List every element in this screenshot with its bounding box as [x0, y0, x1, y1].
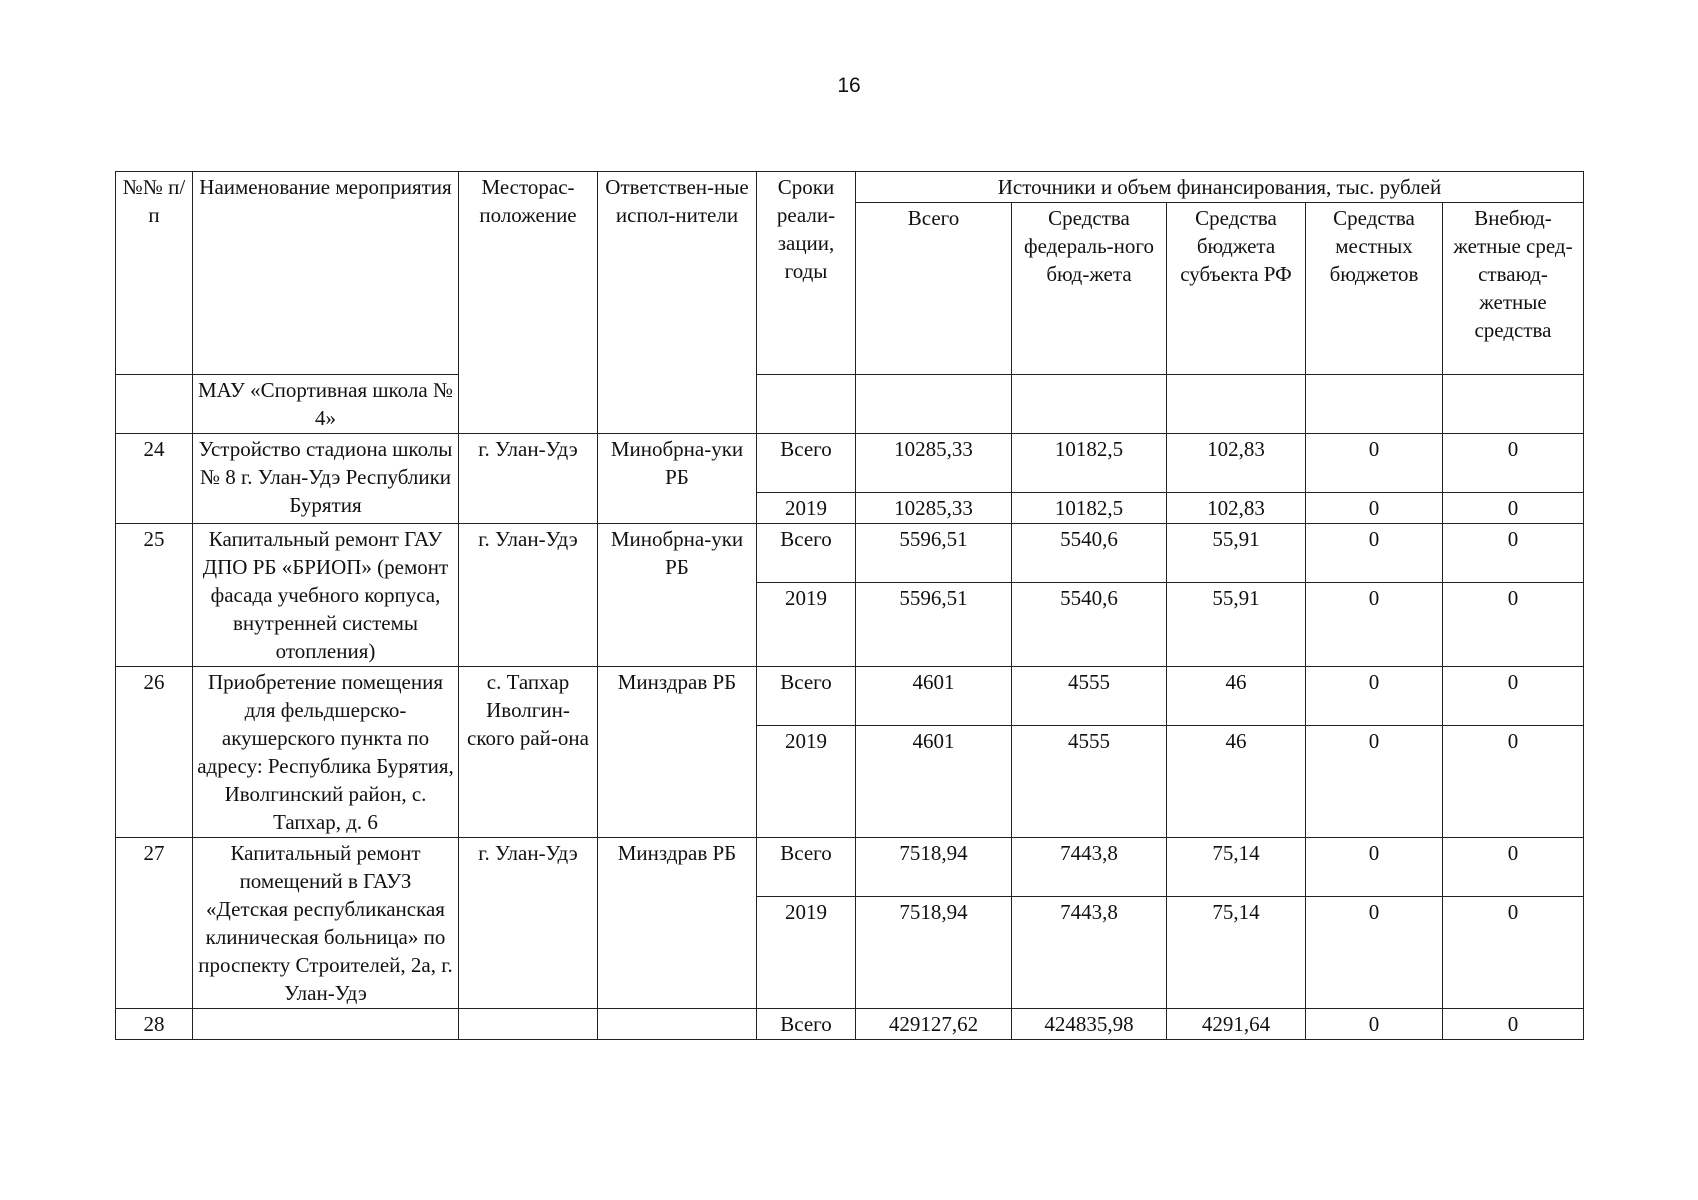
section-name: МАУ «Спортивная школа № 4» [193, 375, 459, 434]
cell-local: 0 [1306, 583, 1443, 667]
cell-subject: 102,83 [1167, 493, 1306, 524]
header-local: Средства местных бюджетов [1306, 203, 1443, 375]
row-responsible: Минздрав РБ [598, 838, 757, 1009]
row-num: 26 [116, 667, 193, 838]
section-row [116, 375, 1584, 434]
row-location [459, 1009, 598, 1040]
row-name [193, 1009, 459, 1040]
cell-federal: 424835,98 [1012, 1009, 1167, 1040]
cell-federal: 4555 [1012, 726, 1167, 838]
row-responsible [598, 1009, 757, 1040]
cell-local: 0 [1306, 524, 1443, 583]
cell-period: 2019 [757, 493, 856, 524]
cell-period: Всего [757, 434, 856, 493]
cell-local: 0 [1306, 726, 1443, 838]
cell-period: 2019 [757, 897, 856, 1009]
cell-local: 0 [1306, 667, 1443, 726]
cell-total: 429127,62 [856, 1009, 1012, 1040]
row-name: Приобретение помещения для фельдшерско-акушерского пункта по адресу: Республика Бурятия, Иволгинский район, с. Тапхар, д. 6 [193, 667, 459, 838]
section-subject [1167, 375, 1306, 434]
cell-total: 7518,94 [856, 838, 1012, 897]
row-location: г. Улан-Удэ [459, 434, 598, 524]
cell-subject: 75,14 [1167, 838, 1306, 897]
section-federal [1012, 375, 1167, 434]
cell-local: 0 [1306, 897, 1443, 1009]
cell-extra: 0 [1443, 838, 1584, 897]
table-row [116, 838, 1584, 897]
cell-subject: 102,83 [1167, 434, 1306, 493]
header-location: Месторас-положение [459, 172, 598, 434]
cell-federal: 5540,6 [1012, 583, 1167, 667]
financing-table [115, 171, 1584, 1040]
cell-total: 10285,33 [856, 434, 1012, 493]
header-funding-group: Источники и объем финансирования, тыс. рублей [856, 172, 1584, 203]
page-number: 16 [837, 74, 861, 97]
section-local [1306, 375, 1443, 434]
table-row [116, 1009, 1584, 1040]
cell-extra: 0 [1443, 726, 1584, 838]
cell-federal: 4555 [1012, 667, 1167, 726]
cell-period: Всего [757, 524, 856, 583]
cell-federal: 7443,8 [1012, 897, 1167, 1009]
cell-total: 4601 [856, 726, 1012, 838]
cell-federal: 10182,5 [1012, 493, 1167, 524]
cell-extra: 0 [1443, 493, 1584, 524]
cell-local: 0 [1306, 434, 1443, 493]
cell-extra: 0 [1443, 524, 1584, 583]
section-total [856, 375, 1012, 434]
row-num: 24 [116, 434, 193, 524]
cell-period: 2019 [757, 726, 856, 838]
row-location: г. Улан-Удэ [459, 838, 598, 1009]
row-responsible: Минобрна-уки РБ [598, 524, 757, 667]
header-period: Сроки реали-зации, годы [757, 172, 856, 375]
cell-subject: 55,91 [1167, 583, 1306, 667]
section-period [757, 375, 856, 434]
cell-total: 10285,33 [856, 493, 1012, 524]
cell-subject: 75,14 [1167, 897, 1306, 1009]
cell-subject: 4291,64 [1167, 1009, 1306, 1040]
row-responsible: Минобрна-уки РБ [598, 434, 757, 524]
cell-local: 0 [1306, 1009, 1443, 1040]
header-extra: Внебюд-жетные сред-стваюд-жетные средства [1443, 203, 1584, 375]
row-responsible: Минздрав РБ [598, 667, 757, 838]
cell-local: 0 [1306, 838, 1443, 897]
section-num [116, 375, 193, 434]
cell-extra: 0 [1443, 897, 1584, 1009]
cell-total: 7518,94 [856, 897, 1012, 1009]
cell-extra: 0 [1443, 583, 1584, 667]
cell-local: 0 [1306, 493, 1443, 524]
cell-federal: 10182,5 [1012, 434, 1167, 493]
row-location: с. Тапхар Иволгин-ского рай-она [459, 667, 598, 838]
row-name: Устройство стадиона школы № 8 г. Улан-Удэ Республики Бурятия [193, 434, 459, 524]
header-name: Наименование мероприятия [193, 172, 459, 375]
cell-extra: 0 [1443, 1009, 1584, 1040]
table-row [116, 667, 1584, 726]
header-federal: Средства федераль-ного бюд-жета [1012, 203, 1167, 375]
header-row-1 [116, 172, 1584, 203]
header-total: Всего [856, 203, 1012, 375]
header-num: №№ п/п [116, 172, 193, 375]
table-row [116, 434, 1584, 493]
cell-total: 4601 [856, 667, 1012, 726]
cell-subject: 55,91 [1167, 524, 1306, 583]
cell-subject: 46 [1167, 667, 1306, 726]
row-name: Капитальный ремонт ГАУ ДПО РБ «БРИОП» (ремонт фасада учебного корпуса, внутренней системы отопления) [193, 524, 459, 667]
cell-federal: 5540,6 [1012, 524, 1167, 583]
row-location: г. Улан-Удэ [459, 524, 598, 667]
cell-period: Всего [757, 667, 856, 726]
cell-period: Всего [757, 1009, 856, 1040]
cell-subject: 46 [1167, 726, 1306, 838]
header-subject: Средства бюджета субъекта РФ [1167, 203, 1306, 375]
cell-federal: 7443,8 [1012, 838, 1167, 897]
cell-period: Всего [757, 838, 856, 897]
row-name: Капитальный ремонт помещений в ГАУЗ «Детская республиканская клиническая больница» по проспекту Строителей, 2а, г. Улан-Удэ [193, 838, 459, 1009]
cell-extra: 0 [1443, 667, 1584, 726]
header-responsible: Ответствен-ные испол-нители [598, 172, 757, 434]
cell-total: 5596,51 [856, 524, 1012, 583]
row-num: 27 [116, 838, 193, 1009]
section-extra [1443, 375, 1584, 434]
cell-total: 5596,51 [856, 583, 1012, 667]
table-row [116, 524, 1584, 583]
cell-period: 2019 [757, 583, 856, 667]
row-num: 25 [116, 524, 193, 667]
row-num: 28 [116, 1009, 193, 1040]
cell-extra: 0 [1443, 434, 1584, 493]
table-body [116, 172, 1584, 1040]
